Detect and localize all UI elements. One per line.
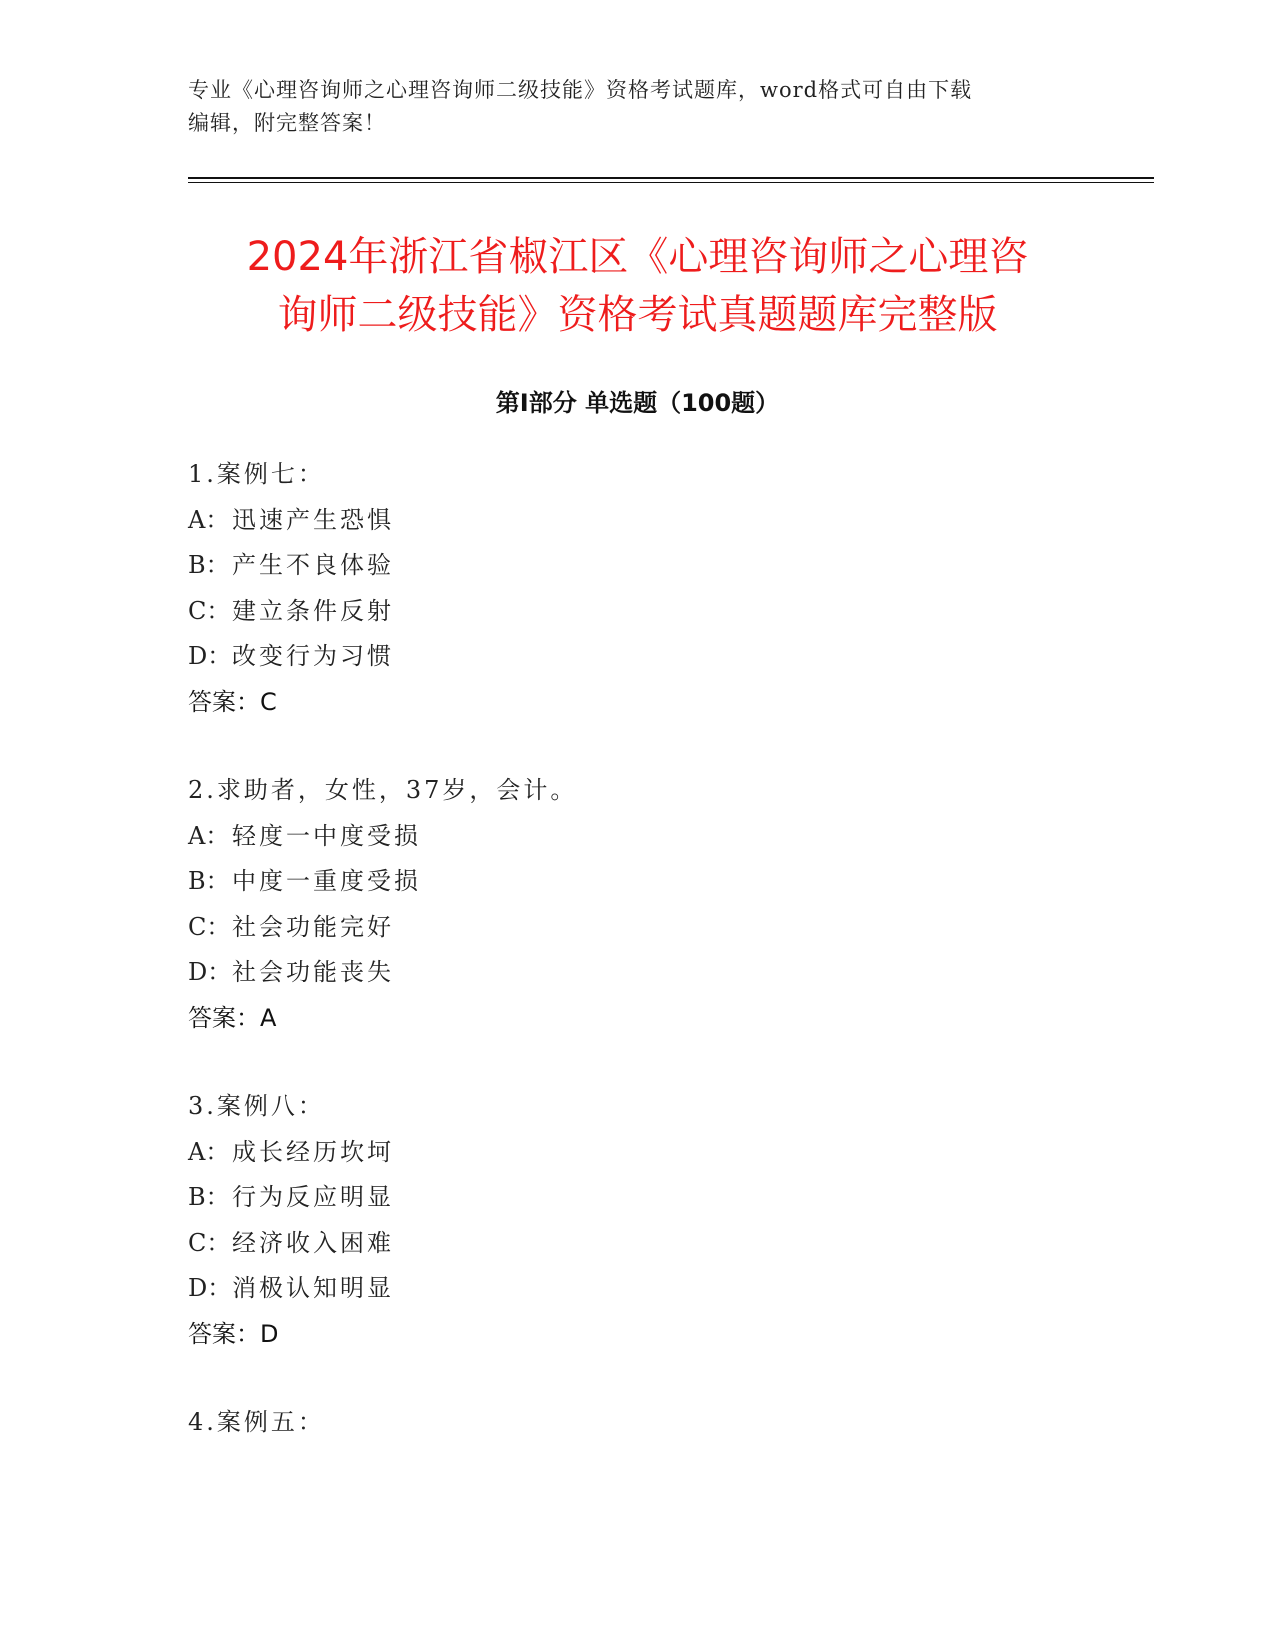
answer-line: 答案：D (188, 1319, 279, 1348)
header-divider-thick (188, 177, 1154, 179)
option-a (188, 1130, 1088, 1176)
option-text: 消极认知明显 (232, 1274, 394, 1302)
option-letter: B： (188, 1183, 230, 1211)
section-heading: 第Ⅰ部分 单选题（100题） (495, 389, 780, 417)
option-text: 经济收入困难 (232, 1228, 394, 1257)
question-4 (188, 1400, 1088, 1446)
option-letter: C： (188, 596, 231, 625)
option-d (188, 1266, 1088, 1312)
document-title (150, 228, 1125, 344)
header-note-line-1: 专业《心理咨询师之心理咨询师二级技能》资格考试题库，word格式可自由下载 (188, 78, 973, 102)
option-text: 迅速产生恐惧 (232, 505, 394, 534)
answer-line: 答案：C (188, 687, 277, 716)
option-c (188, 589, 1088, 635)
option-a (188, 814, 1088, 860)
question-stem: 2.求助者，女性，37岁，会计。 (188, 776, 578, 804)
question-stem: 3.案例八： (188, 1092, 325, 1120)
option-text: 成长经历坎坷 (232, 1137, 394, 1166)
option-d (188, 634, 1088, 680)
option-letter: A： (188, 505, 230, 534)
option-a (188, 498, 1088, 544)
question-2 (188, 768, 1088, 1041)
option-b (188, 859, 1088, 905)
option-c (188, 905, 1088, 951)
header-note-line-2: 编辑，附完整答案！ (188, 111, 386, 135)
question-1 (188, 452, 1088, 725)
option-letter: D： (188, 1274, 232, 1302)
option-text: 产生不良体验 (232, 551, 394, 579)
question-3 (188, 1084, 1088, 1357)
option-text: 建立条件反射 (232, 596, 394, 625)
option-letter: C： (188, 912, 231, 941)
header-divider-thin (188, 182, 1154, 183)
option-letter: B： (188, 551, 230, 579)
header-note (188, 74, 1088, 140)
answer-line: 答案：A (188, 1003, 277, 1032)
option-c (188, 1221, 1088, 1267)
option-b (188, 543, 1088, 589)
option-d (188, 950, 1088, 996)
document-title-line-2: 询师二级技能》资格考试真题题库完整版 (277, 292, 998, 338)
option-text: 社会功能完好 (232, 912, 394, 941)
option-text: 中度一重度受损 (232, 867, 421, 895)
option-text: 社会功能丧失 (232, 958, 394, 986)
option-b (188, 1175, 1088, 1221)
question-stem: 1.案例七： (188, 460, 325, 488)
option-letter: C： (188, 1228, 231, 1257)
option-letter: A： (188, 821, 230, 850)
option-letter: D： (188, 642, 232, 670)
question-stem: 4.案例五： (188, 1408, 325, 1436)
option-text: 轻度一中度受损 (232, 821, 421, 850)
document-title-line-1: 2024年浙江省椒江区《心理咨询师之心理咨 (246, 234, 1029, 280)
option-text: 行为反应明显 (232, 1183, 394, 1211)
option-letter: B： (188, 867, 230, 895)
option-text: 改变行为习惯 (232, 642, 394, 670)
option-letter: A： (188, 1137, 230, 1166)
option-letter: D： (188, 958, 232, 986)
